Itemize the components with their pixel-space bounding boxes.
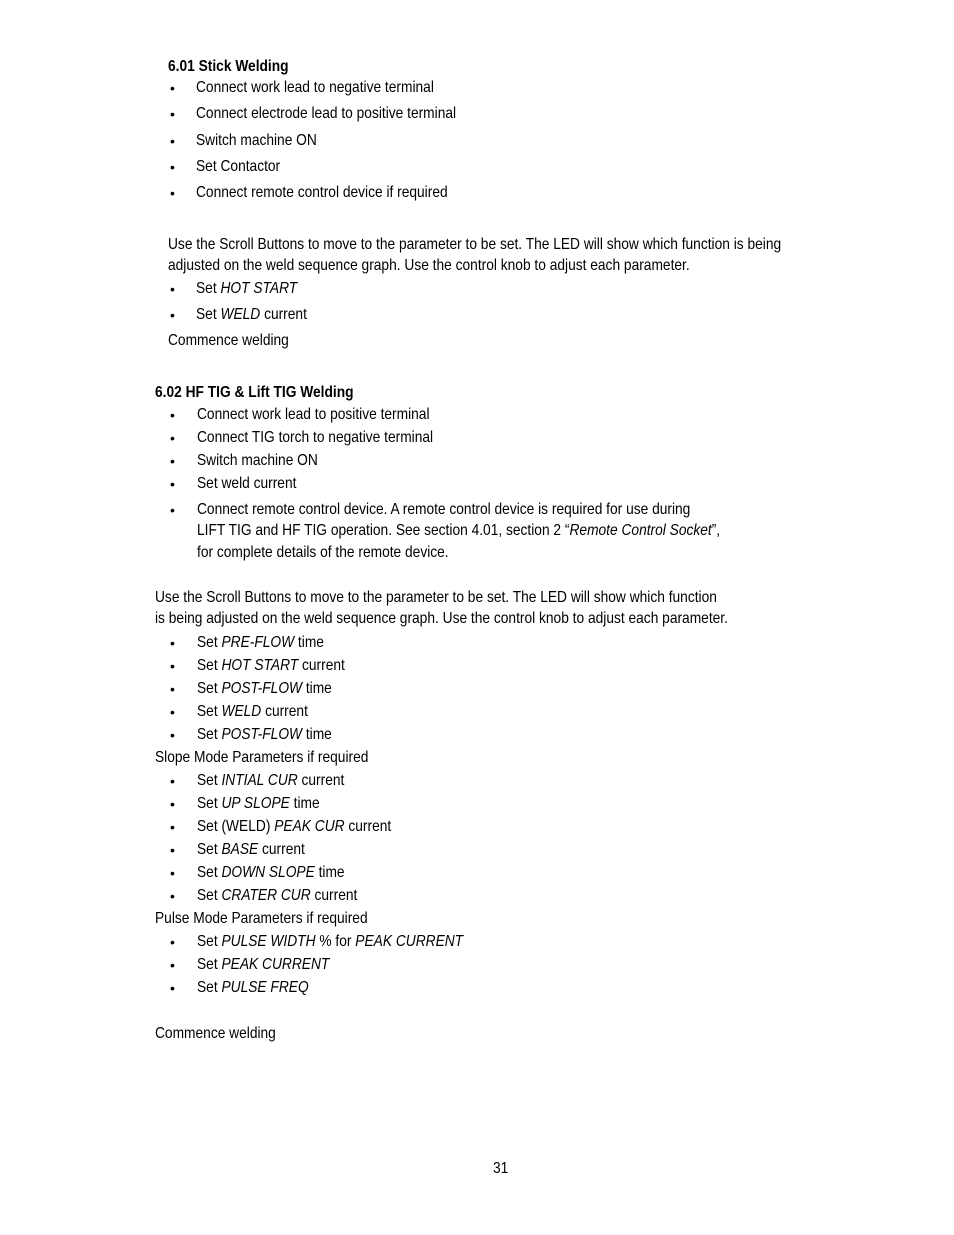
bullet-icon: • <box>170 681 175 697</box>
bullet-icon: • <box>170 934 175 950</box>
paragraph-line: adjusted on the weld sequence graph. Use the control knob to adjust each parameter. <box>168 257 690 274</box>
bullet-icon: • <box>170 796 175 812</box>
param-item: Set CRATER CUR current <box>197 887 358 904</box>
bullet-icon: • <box>170 842 175 858</box>
param-item: Set POST-FLOW time <box>197 726 332 743</box>
bullet-icon: • <box>170 159 175 175</box>
bullet-icon: • <box>170 307 175 323</box>
list-item: Connect TIG torch to negative terminal <box>197 429 434 446</box>
param-item: Set PULSE WIDTH % for PEAK CURRENT <box>197 933 464 950</box>
page-number: 31 <box>493 1160 509 1177</box>
bullet-icon: • <box>170 727 175 743</box>
list-item: Connect work lead to positive terminal <box>197 406 430 423</box>
list-item: Connect remote control device. A remote control device is required for use during <box>197 501 691 518</box>
paragraph-line: Use the Scroll Buttons to move to the parameter to be set. The LED will show which function <box>155 589 717 606</box>
bullet-icon: • <box>170 185 175 201</box>
bullet-icon: • <box>170 281 175 297</box>
bullet-icon: • <box>170 658 175 674</box>
bullet-icon: • <box>170 888 175 904</box>
param-item: Set PEAK CURRENT <box>197 956 330 973</box>
param-item: Set WELD current <box>196 306 307 323</box>
bullet-icon: • <box>170 476 175 492</box>
list-item: Connect remote control device if required <box>196 184 448 201</box>
list-item: Set weld current <box>197 475 297 492</box>
param-item: Set POST-FLOW time <box>197 680 332 697</box>
bullet-icon: • <box>170 502 175 518</box>
slope-mode-label: Slope Mode Parameters if required <box>155 749 369 766</box>
list-item-continued: for complete details of the remote device. <box>197 544 449 561</box>
list-item: Set Contactor <box>196 158 281 175</box>
bullet-icon: • <box>170 957 175 973</box>
param-item: Set PRE-FLOW time <box>197 634 324 651</box>
param-item: Set PULSE FREQ <box>197 979 309 996</box>
param-item: Set DOWN SLOPE time <box>197 864 345 881</box>
param-item: Set UP SLOPE time <box>197 795 320 812</box>
bullet-icon: • <box>170 453 175 469</box>
list-item: Switch machine ON <box>196 132 317 149</box>
bullet-icon: • <box>170 819 175 835</box>
param-item: Set INTIAL CUR current <box>197 772 345 789</box>
param-item: Set HOT START <box>196 280 298 297</box>
bullet-icon: • <box>170 407 175 423</box>
paragraph-line: Use the Scroll Buttons to move to the parameter to be set. The LED will show which function is being <box>168 236 782 253</box>
commence-text: Commence welding <box>168 332 289 349</box>
list-item-continued: LIFT TIG and HF TIG operation. See section 4.01, section 2 “Remote Control Socket”, <box>197 522 721 539</box>
list-item: Connect electrode lead to positive terminal <box>196 105 457 122</box>
section-heading-6-02: 6.02 HF TIG & Lift TIG Welding <box>155 384 354 401</box>
param-item: Set (WELD) PEAK CUR current <box>197 818 392 835</box>
bullet-icon: • <box>170 980 175 996</box>
bullet-icon: • <box>170 133 175 149</box>
commence-text: Commence welding <box>155 1025 276 1042</box>
param-item: Set BASE current <box>197 841 305 858</box>
bullet-icon: • <box>170 430 175 446</box>
bullet-icon: • <box>170 106 175 122</box>
bullet-icon: • <box>170 773 175 789</box>
pulse-mode-label: Pulse Mode Parameters if required <box>155 910 368 927</box>
param-item: Set WELD current <box>197 703 308 720</box>
list-item: Connect work lead to negative terminal <box>196 79 434 96</box>
bullet-icon: • <box>170 635 175 651</box>
bullet-icon: • <box>170 704 175 720</box>
list-item: Switch machine ON <box>197 452 318 469</box>
bullet-icon: • <box>170 865 175 881</box>
paragraph-line: is being adjusted on the weld sequence graph. Use the control knob to adjust each parameter. <box>155 610 728 627</box>
bullet-icon: • <box>170 80 175 96</box>
param-item: Set HOT START current <box>197 657 345 674</box>
section-heading-6-01: 6.01 Stick Welding <box>168 58 289 75</box>
